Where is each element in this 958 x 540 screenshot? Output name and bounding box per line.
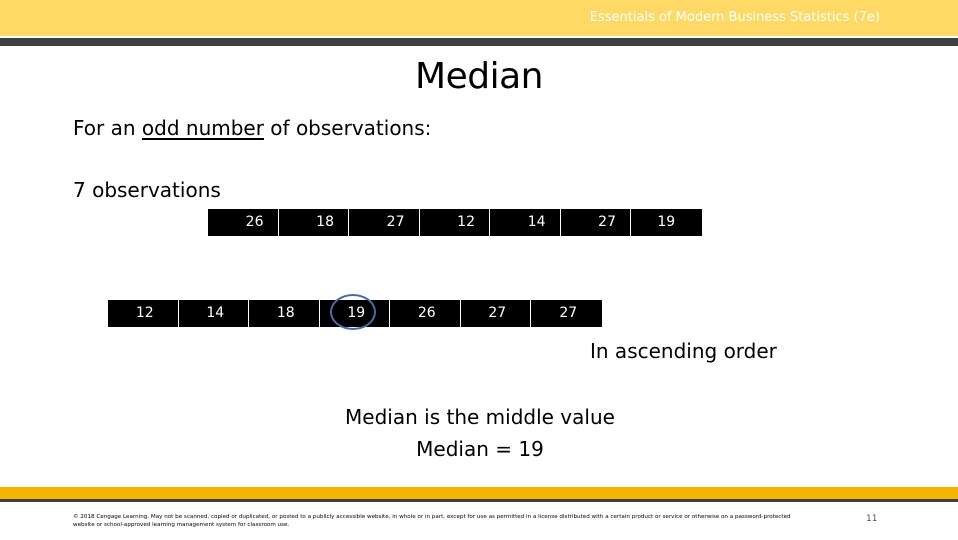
slide-title: Median [415, 56, 543, 97]
sorted-value: 26 [390, 300, 461, 327]
sorted-value-median: 19 [320, 300, 391, 327]
course-title: Essentials of Modern Business Statistics (7e) [589, 10, 880, 25]
unsorted-values-row [208, 209, 702, 236]
header-divider [0, 38, 958, 46]
unsorted-value: 19 [631, 209, 702, 236]
observations-label: 7 observations [73, 178, 221, 202]
unsorted-value: 14 [490, 209, 561, 236]
unsorted-value: 12 [420, 209, 491, 236]
median-highlight-circle [330, 294, 376, 330]
ascending-order-caption: In ascending order [590, 339, 777, 363]
unsorted-value: 18 [279, 209, 350, 236]
sorted-value: 18 [249, 300, 320, 327]
median-explanation [280, 401, 680, 465]
subtitle-underlined: odd number [141, 116, 264, 140]
median-definition: Median is the middle value [345, 405, 615, 429]
footer-band [0, 487, 958, 499]
subtitle-pre: For an [73, 116, 142, 140]
sorted-value: 14 [179, 300, 250, 327]
subtitle-post: of observations: [263, 116, 432, 140]
subtitle [73, 116, 431, 140]
sorted-value: 12 [108, 300, 179, 327]
unsorted-value: 27 [561, 209, 632, 236]
sorted-value: 27 [531, 300, 602, 327]
sorted-value: 27 [461, 300, 532, 327]
header-band [0, 0, 958, 36]
median-result: Median = 19 [416, 437, 544, 461]
footer-divider [0, 499, 958, 502]
page-number: 11 [866, 514, 878, 524]
unsorted-value: 26 [208, 209, 279, 236]
copyright-notice: © 2018 Cengage Learning. May not be scanned, copied or duplicated, or posted to a publicly accessible website, in whole or in part, except for use as permitted in a license distributed with a certain product or service or otherwise on a password-protected website or school-approved learning management system for classroom use. [73, 514, 791, 528]
unsorted-value: 27 [349, 209, 420, 236]
